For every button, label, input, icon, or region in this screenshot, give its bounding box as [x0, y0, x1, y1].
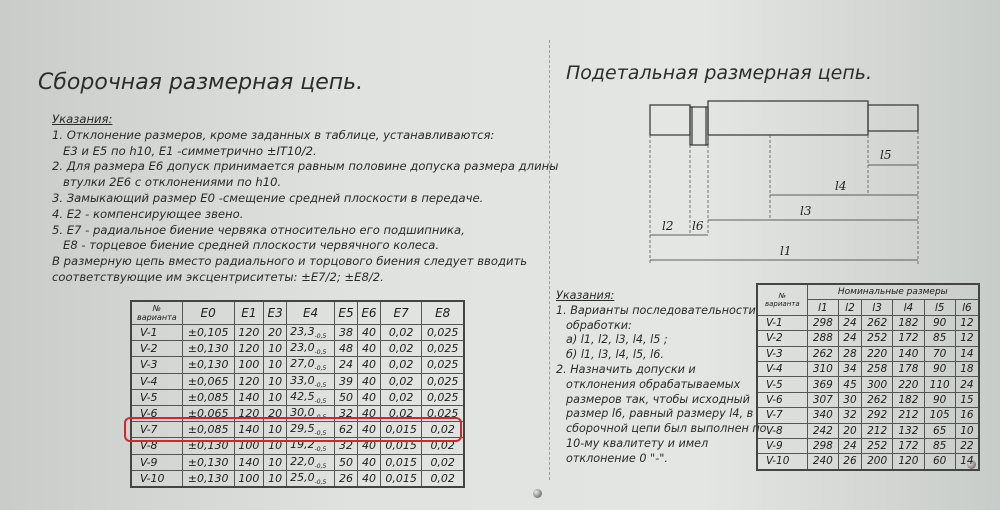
value-cell: 10 [264, 422, 287, 438]
value-cell: 50 [335, 454, 358, 470]
value-cell: 10 [264, 373, 287, 389]
variant-cell: V-7 [757, 408, 807, 423]
value-cell: 140 [893, 346, 924, 361]
value-cell: 140 [234, 454, 264, 470]
column-header: E5 [335, 301, 358, 325]
variant-cell: V-5 [131, 389, 182, 405]
value-cell: 24 [955, 377, 979, 392]
tolerance-suffix: -0,5 [314, 446, 327, 454]
value-cell: 32 [335, 405, 358, 421]
instruction-line: обработки: [566, 318, 632, 332]
variant-cell: V-2 [757, 331, 807, 346]
value-cell: 10 [264, 438, 287, 454]
instructions-heading: Указания: [556, 289, 615, 302]
value-cell: 60 [924, 454, 955, 470]
value-cell: 140 [234, 389, 264, 405]
value-text: 23,3 [290, 325, 315, 338]
column-header: l4 [893, 300, 924, 315]
value-cell: 0,02 [422, 422, 464, 438]
value-cell: 20 [264, 325, 287, 341]
variant-cell: V-5 [757, 377, 807, 392]
instruction-line: В размерную цепь вместо радиального и торцового биения следует вводить [52, 254, 528, 269]
variant-cell: V-8 [131, 438, 182, 454]
value-cell: 0,02 [422, 438, 464, 454]
dim-label-l3: l3 [800, 204, 812, 218]
nominal-sizes-table [756, 283, 980, 471]
dim-label-l5: l5 [880, 148, 892, 162]
value-cell: 105 [924, 408, 955, 423]
variant-cell: V-8 [757, 423, 807, 438]
column-header: E6 [357, 301, 380, 325]
value-cell: 65 [924, 423, 955, 438]
value-cell: 220 [893, 377, 924, 392]
value-text: 42,5 [290, 389, 315, 403]
value-cell: 14 [955, 454, 979, 470]
value-cell [287, 389, 335, 405]
value-cell: 0,02 [380, 325, 421, 341]
value-cell: ±0,130 [182, 438, 234, 454]
variant-cell: V-9 [131, 454, 182, 470]
table-row [757, 346, 979, 361]
value-cell: ±0,130 [182, 357, 234, 373]
value-cell: 90 [924, 361, 955, 376]
variant-cell: V-1 [757, 315, 807, 330]
value-text: 25,0 [290, 470, 315, 484]
value-cell: 28 [838, 346, 861, 361]
table-row [131, 357, 464, 373]
value-cell: 120 [234, 373, 264, 389]
shaft-step [708, 101, 868, 135]
corner-label: № [152, 304, 162, 313]
value-cell: 262 [807, 346, 838, 361]
value-cell: ±0,105 [182, 325, 234, 341]
value-cell: 172 [893, 438, 924, 453]
value-cell: 0,025 [422, 341, 464, 357]
value-cell: 10 [264, 470, 287, 487]
value-cell: 10 [264, 341, 287, 357]
value-cell: 292 [861, 408, 892, 423]
value-cell: 140 [234, 422, 264, 438]
variant-column-header [757, 284, 807, 315]
tolerance-suffix: -0,5 [314, 430, 327, 438]
table-row [131, 470, 464, 487]
column-header: E3 [264, 301, 287, 325]
value-cell [287, 325, 335, 341]
assembly-chain-title: Сборочная размерная цепь. [38, 70, 364, 95]
variant-cell: V-10 [757, 454, 807, 470]
value-text: 30,0 [290, 405, 315, 419]
value-text: 29,5 [290, 422, 315, 436]
variant-cell: V-6 [131, 405, 182, 421]
variant-cell: V-7 [131, 422, 182, 438]
value-cell: ±0,130 [182, 341, 234, 357]
value-cell: 100 [234, 470, 264, 487]
shaft-step [868, 105, 918, 131]
value-cell: 0,015 [380, 454, 421, 470]
value-cell: 40 [357, 454, 380, 470]
value-cell: 14 [955, 346, 979, 361]
value-cell: 120 [234, 405, 264, 421]
value-cell: 0,02 [380, 373, 421, 389]
value-cell: ±0,065 [182, 373, 234, 389]
value-cell: ±0,065 [182, 405, 234, 421]
value-cell: 90 [924, 315, 955, 330]
instruction-line: а) l1, l2, l3, l4, l5 ; [566, 333, 668, 347]
value-cell: 40 [357, 438, 380, 454]
value-cell: 40 [357, 405, 380, 421]
value-cell: 26 [335, 470, 358, 487]
value-cell: 298 [807, 315, 838, 330]
tolerance-suffix: -0,5 [314, 349, 327, 357]
instruction-line: 1. Варианты последовательности [556, 303, 756, 317]
value-cell: 182 [893, 392, 924, 407]
table-row [757, 438, 979, 453]
column-header: E7 [380, 301, 421, 325]
value-cell: 40 [357, 341, 380, 357]
value-cell: 288 [807, 331, 838, 346]
value-cell: 0,015 [380, 438, 421, 454]
group-header: Номинальные размеры [807, 284, 979, 300]
value-cell: 0,025 [422, 389, 464, 405]
shaft-step [650, 105, 690, 135]
value-cell: 24 [838, 438, 861, 453]
column-header: E8 [422, 301, 464, 325]
table-row [757, 454, 979, 470]
shaft-step [690, 107, 708, 145]
value-cell: 242 [807, 423, 838, 438]
column-header: l1 [807, 300, 838, 315]
shaft-drawing [640, 95, 940, 275]
table-row [131, 325, 464, 341]
variant-cell: V-4 [131, 373, 182, 389]
value-cell: 70 [924, 346, 955, 361]
table-row [131, 454, 464, 470]
variant-cell: V-2 [131, 341, 182, 357]
tolerance-suffix: -0,5 [314, 333, 327, 341]
instruction-line: размер l6, равный размеру l4, в [566, 407, 754, 421]
value-cell: 240 [807, 454, 838, 470]
value-cell: ±0,130 [182, 454, 234, 470]
value-text: 33,0 [290, 373, 315, 387]
dim-label-l6: l6 [692, 219, 704, 233]
column-header: l2 [838, 300, 861, 315]
value-cell: 40 [357, 422, 380, 438]
instruction-line: 4. E2 - компенсирующее звено. [52, 206, 244, 221]
variant-cell: V-3 [757, 346, 807, 361]
table-row [757, 361, 979, 376]
value-cell: 340 [807, 408, 838, 423]
value-cell: 0,02 [380, 389, 421, 405]
value-cell: 20 [838, 423, 861, 438]
instruction-line: соответствующие им эксцентриситеты: ±E7/2; ±E8/2. [52, 269, 384, 284]
value-cell: 12 [955, 331, 979, 346]
value-cell: 22 [955, 438, 979, 453]
variant-cell: V-6 [757, 392, 807, 407]
value-cell: 48 [335, 341, 358, 357]
table-row [757, 315, 979, 330]
value-cell: 172 [893, 331, 924, 346]
corner-label: варианта [137, 313, 177, 322]
value-cell: 200 [861, 454, 892, 470]
instruction-line: E8 - торцевое биение средней плоскости червячного колеса. [63, 238, 440, 253]
value-cell: 0,015 [380, 422, 421, 438]
value-cell: 0,02 [422, 454, 464, 470]
tolerance-suffix: -0,5 [314, 397, 327, 405]
table-row [757, 423, 979, 438]
table-row [757, 331, 979, 346]
value-cell: 369 [807, 377, 838, 392]
column-header: l6 [955, 300, 979, 315]
instruction-line: втулки 2E6 с отклонениями по h10. [63, 175, 282, 190]
value-cell: 120 [893, 454, 924, 470]
instruction-line: б) l1, l3, l4, l5, l6. [566, 348, 664, 362]
table-row [757, 392, 979, 407]
value-cell: 90 [924, 392, 955, 407]
part-chain-instructions [556, 289, 767, 467]
value-cell: 10 [955, 423, 979, 438]
value-cell: 12 [955, 315, 979, 330]
value-cell: 24 [335, 357, 358, 373]
value-cell: 298 [807, 438, 838, 453]
value-cell: 212 [861, 423, 892, 438]
assembly-instructions [52, 112, 559, 286]
corner-label: варианта [765, 299, 800, 308]
value-cell: ±0,085 [182, 389, 234, 405]
value-cell: 30 [838, 392, 861, 407]
value-cell [287, 454, 335, 470]
value-cell: 62 [335, 422, 358, 438]
value-cell: 32 [838, 408, 861, 423]
instruction-line: 2. Назначить допуски и [556, 362, 696, 376]
part-chain-title: Подетальная размерная цепь. [566, 62, 873, 84]
instructions-heading: Указания: [52, 112, 113, 126]
value-cell: 50 [335, 389, 358, 405]
value-cell: 100 [234, 357, 264, 373]
value-cell: 10 [264, 389, 287, 405]
value-cell: ±0,130 [182, 470, 234, 487]
value-cell: 85 [924, 438, 955, 453]
table-header-row [757, 284, 979, 300]
value-cell: 0,02 [422, 470, 464, 487]
dim-label-l2: l2 [662, 219, 674, 233]
value-cell: 310 [807, 361, 838, 376]
value-cell: 252 [861, 331, 892, 346]
value-cell: 262 [861, 392, 892, 407]
tolerance-suffix: -0,5 [314, 365, 327, 373]
variant-cell: V-3 [131, 357, 182, 373]
instruction-line: 5. E7 - радиальное биение червяка относительно его подшипника, [52, 222, 465, 237]
instruction-line: 10-му квалитету и имел [566, 436, 709, 450]
column-header: l3 [861, 300, 892, 315]
table-row [131, 389, 464, 405]
value-cell: 0,025 [422, 357, 464, 373]
value-cell: 182 [893, 315, 924, 330]
value-cell: 24 [838, 315, 861, 330]
variant-cell: V-10 [131, 470, 182, 487]
value-cell: ±0,085 [182, 422, 234, 438]
value-cell: 212 [893, 408, 924, 423]
value-cell: 307 [807, 392, 838, 407]
value-cell [287, 470, 335, 487]
value-cell: 16 [955, 408, 979, 423]
value-cell: 26 [838, 454, 861, 470]
instruction-line: отклонения обрабатываемых [566, 377, 741, 391]
value-cell: 85 [924, 331, 955, 346]
value-cell: 38 [335, 325, 358, 341]
value-cell: 10 [264, 454, 287, 470]
value-cell [287, 373, 335, 389]
instruction-line: 3. Замыкающий размер E0 -смещение средней плоскости в передаче. [52, 190, 484, 205]
value-cell: 100 [234, 438, 264, 454]
value-cell [287, 357, 335, 373]
variant-cell: V-4 [757, 361, 807, 376]
table-row [131, 341, 464, 357]
value-cell: 262 [861, 315, 892, 330]
table-row [757, 408, 979, 423]
value-cell: 0,02 [380, 357, 421, 373]
value-cell: 20 [264, 405, 287, 421]
value-text: 27,0 [290, 357, 315, 371]
value-cell: 24 [838, 331, 861, 346]
table-row [757, 377, 979, 392]
variant-cell: V-9 [757, 438, 807, 453]
value-cell: 220 [861, 346, 892, 361]
value-cell: 0,02 [380, 341, 421, 357]
value-cell: 300 [861, 377, 892, 392]
tolerance-suffix: -0,5 [314, 414, 327, 422]
dim-label-l4: l4 [835, 179, 847, 193]
value-cell: 120 [234, 341, 264, 357]
tolerance-suffix: -0,5 [314, 478, 327, 486]
value-cell: 132 [893, 423, 924, 438]
groove [692, 107, 706, 145]
value-cell: 40 [357, 325, 380, 341]
value-cell: 178 [893, 361, 924, 376]
instruction-line: E3 и E5 по h10, E1 -симметрично ±IT10/2. [63, 143, 317, 158]
table-header-row [131, 301, 464, 325]
value-cell: 0,015 [380, 470, 421, 487]
value-cell: 40 [357, 470, 380, 487]
variant-cell: V-1 [131, 325, 182, 341]
value-cell: 0,025 [422, 325, 464, 341]
value-cell: 10 [264, 357, 287, 373]
assembly-variants-table [130, 300, 465, 488]
instruction-line: сборочной цепи был выполнен по [566, 422, 767, 436]
instruction-line: 2. Для размера E6 допуск принимается равным половине допуска размера длины [52, 159, 559, 174]
mounting-screw [533, 489, 542, 498]
column-header: l5 [924, 300, 955, 315]
tolerance-suffix: -0,5 [314, 462, 327, 470]
column-header: E0 [182, 301, 234, 325]
table-row [131, 373, 464, 389]
value-cell: 40 [357, 389, 380, 405]
value-cell: 39 [335, 373, 358, 389]
value-text: 22,0 [290, 454, 315, 468]
value-cell: 40 [357, 357, 380, 373]
value-cell: 40 [357, 373, 380, 389]
instruction-line: отклонение 0 "-". [566, 451, 668, 465]
value-cell: 45 [838, 377, 861, 392]
value-cell: 18 [955, 361, 979, 376]
panel-divider [549, 40, 550, 480]
tolerance-suffix: -0,5 [314, 381, 327, 389]
value-cell: 34 [838, 361, 861, 376]
value-text: 23,0 [290, 341, 315, 355]
value-cell: 110 [924, 377, 955, 392]
value-cell: 15 [955, 392, 979, 407]
value-cell: 0,025 [422, 405, 464, 421]
column-header: E4 [287, 301, 335, 325]
dim-label-l1: l1 [780, 244, 792, 258]
value-cell: 252 [861, 438, 892, 453]
value-cell: 0,025 [422, 373, 464, 389]
value-cell: 120 [234, 325, 264, 341]
value-cell: 0,02 [380, 405, 421, 421]
instruction-line: 1. Отклонение размеров, кроме заданных в таблице, устанавливаются: [52, 127, 495, 142]
value-cell: 32 [335, 438, 358, 454]
highlighted-row-marker [124, 417, 462, 442]
variant-column-header [131, 301, 182, 325]
value-cell [287, 341, 335, 357]
corner-label: № [778, 291, 786, 300]
instruction-line: размеров так, чтобы исходный [566, 392, 750, 406]
value-text: 19,2 [290, 438, 315, 452]
value-cell: 258 [861, 361, 892, 376]
column-header: E1 [234, 301, 264, 325]
